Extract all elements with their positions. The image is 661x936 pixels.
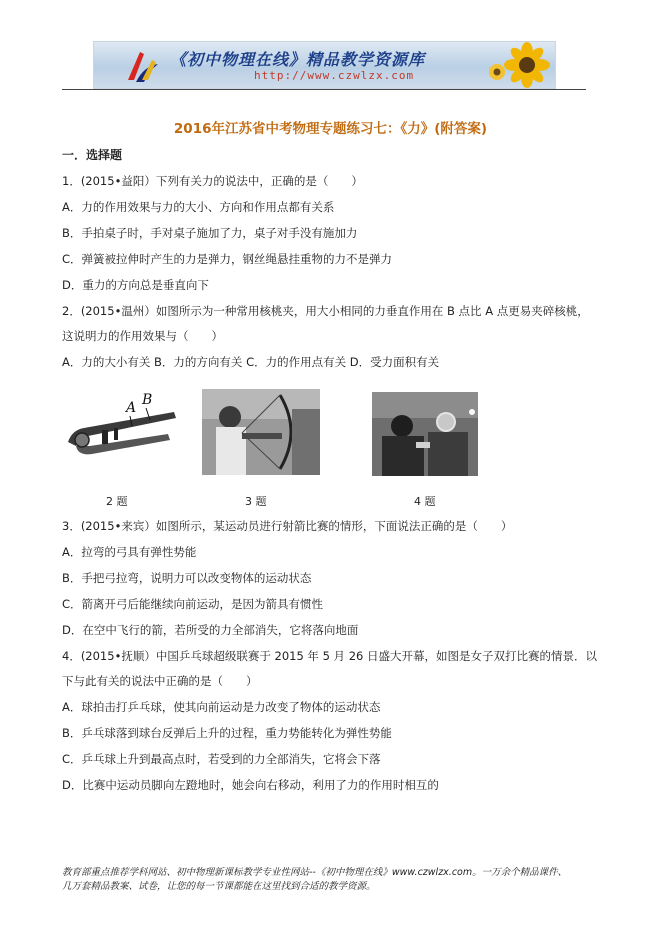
- header-rule: [62, 89, 586, 90]
- sunflower-icon: [487, 42, 551, 88]
- fig3-caption: 3 题: [245, 495, 267, 508]
- footer-line-2: 几万套精品教案、试卷，让您的每一节课都能在这里找到合适的教学资源。: [62, 881, 376, 892]
- q1-option-c: C．弹簧被拉伸时产生的力是弹力，钢丝绳悬挂重物的力不是弹力: [62, 252, 393, 266]
- fig4-caption: 4 题: [414, 495, 436, 508]
- q1-option-d: D．重力的方向总是垂直向下: [62, 278, 209, 292]
- label-a: A: [126, 400, 137, 416]
- banner-url: http://www.czwlzx.com: [254, 69, 415, 82]
- q2-options: A．力的大小有关 B．力的方向有关 C．力的作用点有关 D．受力面积有关: [62, 355, 440, 369]
- q1-option-a: A．力的作用效果与力的大小、方向和作用点都有关系: [62, 200, 335, 214]
- fig2-caption: 2 题: [106, 495, 128, 508]
- site-logo-icon: [122, 46, 162, 86]
- q4-option-d: D．比赛中运动员脚向左蹬地时，她会向右移动，利用了力的作用时相互的: [62, 778, 439, 792]
- q2-stem-cont: 这说明力的作用效果与（ ）: [62, 329, 223, 343]
- q4-option-b: B．乒乓球落到球台反弹后上升的过程，重力势能转化为弹性势能: [62, 726, 392, 740]
- q4-option-c: C．乒乓球上升到最高点时，若受到的力全部消失，它将会下落: [62, 752, 381, 766]
- q3-option-c: C．箭离开弓后能继续向前运动，是因为箭具有惯性: [62, 597, 324, 611]
- q1-stem: 1．(2015•益阳）下列有关力的说法中，正确的是（ ）: [62, 174, 363, 188]
- label-b: B: [142, 392, 153, 408]
- document-title: 2016年江苏省中考物理专题练习七：《力》(附答案): [173, 121, 488, 137]
- q3-stem: 3．(2015•来宾）如图所示，某运动员进行射箭比赛的情形，下面说法正确的是（ ）: [62, 519, 513, 533]
- q3-option-d: D．在空中飞行的箭，若所受的力全部消失，它将落向地面: [62, 623, 359, 637]
- banner-title: 《初中物理在线》精品教学资源库: [170, 50, 426, 69]
- q4-stem-cont: 下与此有关的说法中正确的是（ ）: [62, 674, 258, 688]
- q4-option-a: A．球拍击打乒乓球，使其向前运动是力改变了物体的运动状态: [62, 700, 381, 714]
- q3-option-b: B．手把弓拉弯，说明力可以改变物体的运动状态: [62, 571, 312, 585]
- q3-option-a: A．拉弯的弓具有弹性势能: [62, 545, 197, 559]
- nutcracker-figure: [62, 382, 182, 472]
- header-banner: [93, 41, 556, 89]
- q1-option-b: B．手拍桌子时，手对桌子施加了力，桌子对手没有施加力: [62, 226, 358, 240]
- q4-stem: 4．(2015•抚顺）中国乒乓球超级联赛于 2015 年 5 月 26 日盛大开幕，如图是女子双打比赛的情景．以: [62, 649, 597, 663]
- archer-photo: [202, 389, 320, 475]
- q2-stem: 2．(2015•温州）如图所示为一种常用核桃夹，用大小相同的力垂直作用在 B 点比 A 点更易夹碎核桃，: [62, 304, 589, 318]
- table-tennis-photo: [372, 392, 478, 476]
- footer-line-1: 教育部重点推荐学科网站、初中物理新课标教学专业性网站--《初中物理在线》www.czwlzx.com。一万余个精品课件、: [62, 867, 568, 878]
- section-heading: 一．选择题: [62, 148, 123, 162]
